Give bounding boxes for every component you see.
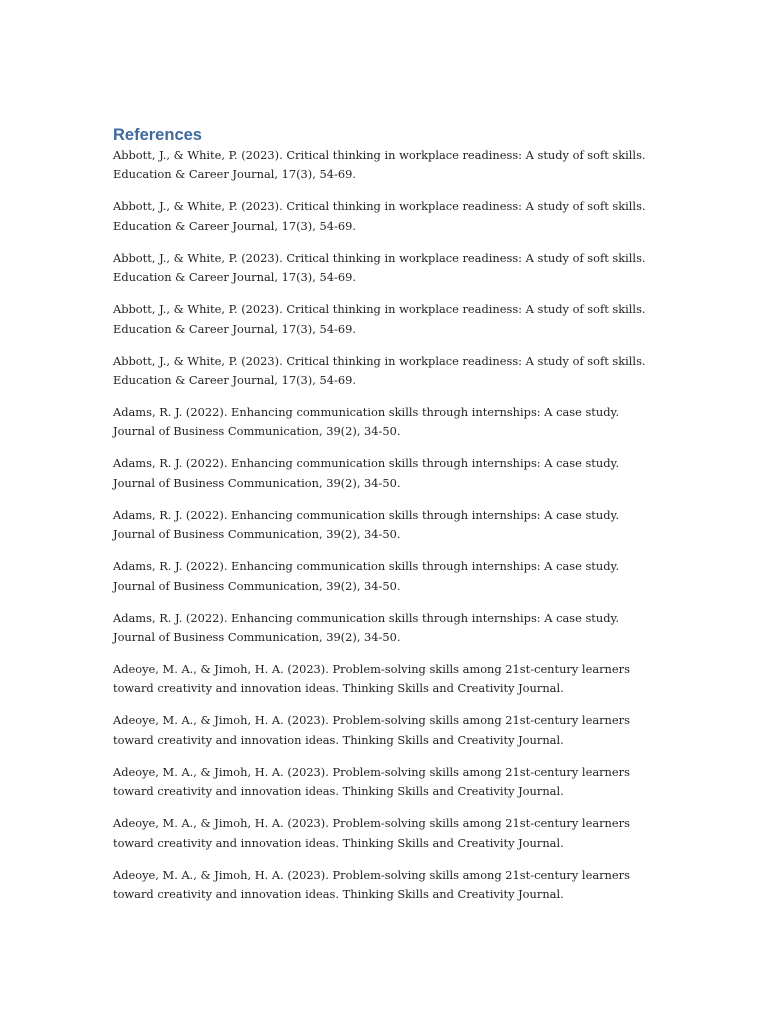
reference-entry <box>113 454 673 493</box>
reference-entry <box>113 609 673 648</box>
reference-line-2: toward creativity and innovation ideas. Thinking Skills and Creativity Journal. <box>113 784 564 799</box>
reference-entry <box>113 249 673 288</box>
references-heading: References <box>113 126 202 144</box>
reference-line-2: Education & Career Journal, 17(3), 54-69. <box>113 373 356 388</box>
reference-line-2: toward creativity and innovation ideas. Thinking Skills and Creativity Journal. <box>113 681 564 696</box>
reference-line-1: Adams, R. J. (2022). Enhancing communication skills through internships: A case study. <box>113 456 620 471</box>
reference-line-1: Abbott, J., & White, P. (2023). Critical thinking in workplace readiness: A study of soft skills. <box>113 250 646 265</box>
reference-line-2: Journal of Business Communication, 39(2), 34-50. <box>113 424 401 439</box>
reference-line-1: Adeoye, M. A., & Jimoh, H. A. (2023). Problem-solving skills among 21st-century learners <box>113 713 630 728</box>
reference-line-2: Journal of Business Communication, 39(2), 34-50. <box>113 630 401 645</box>
reference-line-1: Abbott, J., & White, P. (2023). Critical thinking in workplace readiness: A study of soft skills. <box>113 148 646 162</box>
reference-line-1: Abbott, J., & White, P. (2023). Critical thinking in workplace readiness: A study of soft skills. <box>113 199 646 214</box>
reference-line-1: Adams, R. J. (2022). Enhancing communication skills through internships: A case study. <box>113 507 620 522</box>
reference-line-2: Education & Career Journal, 17(3), 54-69. <box>113 321 356 336</box>
reference-entry <box>113 403 673 442</box>
reference-line-2: Education & Career Journal, 17(3), 54-69. <box>113 167 356 182</box>
reference-entry <box>113 711 673 750</box>
reference-line-1: Abbott, J., & White, P. (2023). Critical thinking in workplace readiness: A study of soft skills. <box>113 302 646 317</box>
reference-line-1: Adeoye, M. A., & Jimoh, H. A. (2023). Problem-solving skills among 21st-century learners <box>113 867 630 882</box>
reference-line-1: Adams, R. J. (2022). Enhancing communication skills through internships: A case study. <box>113 610 620 625</box>
reference-entry <box>113 866 673 905</box>
reference-entry <box>113 557 673 596</box>
reference-line-2: Journal of Business Communication, 39(2), 34-50. <box>113 527 401 542</box>
reference-list <box>113 146 673 905</box>
reference-line-2: Education & Career Journal, 17(3), 54-69. <box>113 270 356 285</box>
reference-line-1: Abbott, J., & White, P. (2023). Critical thinking in workplace readiness: A study of soft skills. <box>113 353 646 368</box>
reference-line-1: Adeoye, M. A., & Jimoh, H. A. (2023). Problem-solving skills among 21st-century learners <box>113 764 630 779</box>
reference-entry <box>113 763 673 802</box>
reference-entry <box>113 660 673 699</box>
reference-entry <box>113 352 673 391</box>
reference-entry <box>113 300 673 339</box>
reference-line-2: Journal of Business Communication, 39(2), 34-50. <box>113 578 401 593</box>
reference-line-2: toward creativity and innovation ideas. Thinking Skills and Creativity Journal. <box>113 835 564 850</box>
reference-line-1: Adeoye, M. A., & Jimoh, H. A. (2023). Problem-solving skills among 21st-century learners <box>113 816 630 831</box>
reference-line-2: toward creativity and innovation ideas. Thinking Skills and Creativity Journal. <box>113 887 564 902</box>
reference-line-2: Journal of Business Communication, 39(2), 34-50. <box>113 475 401 490</box>
reference-entry <box>113 146 673 185</box>
reference-line-1: Adams, R. J. (2022). Enhancing communication skills through internships: A case study. <box>113 559 620 574</box>
reference-entry <box>113 197 673 236</box>
reference-line-2: Education & Career Journal, 17(3), 54-69. <box>113 218 356 233</box>
reference-line-2: toward creativity and innovation ideas. Thinking Skills and Creativity Journal. <box>113 732 564 747</box>
reference-entry <box>113 506 673 545</box>
reference-line-1: Adams, R. J. (2022). Enhancing communication skills through internships: A case study. <box>113 405 620 420</box>
reference-line-1: Adeoye, M. A., & Jimoh, H. A. (2023). Problem-solving skills among 21st-century learners <box>113 662 630 677</box>
reference-entry <box>113 814 673 853</box>
references-section <box>113 124 673 917</box>
